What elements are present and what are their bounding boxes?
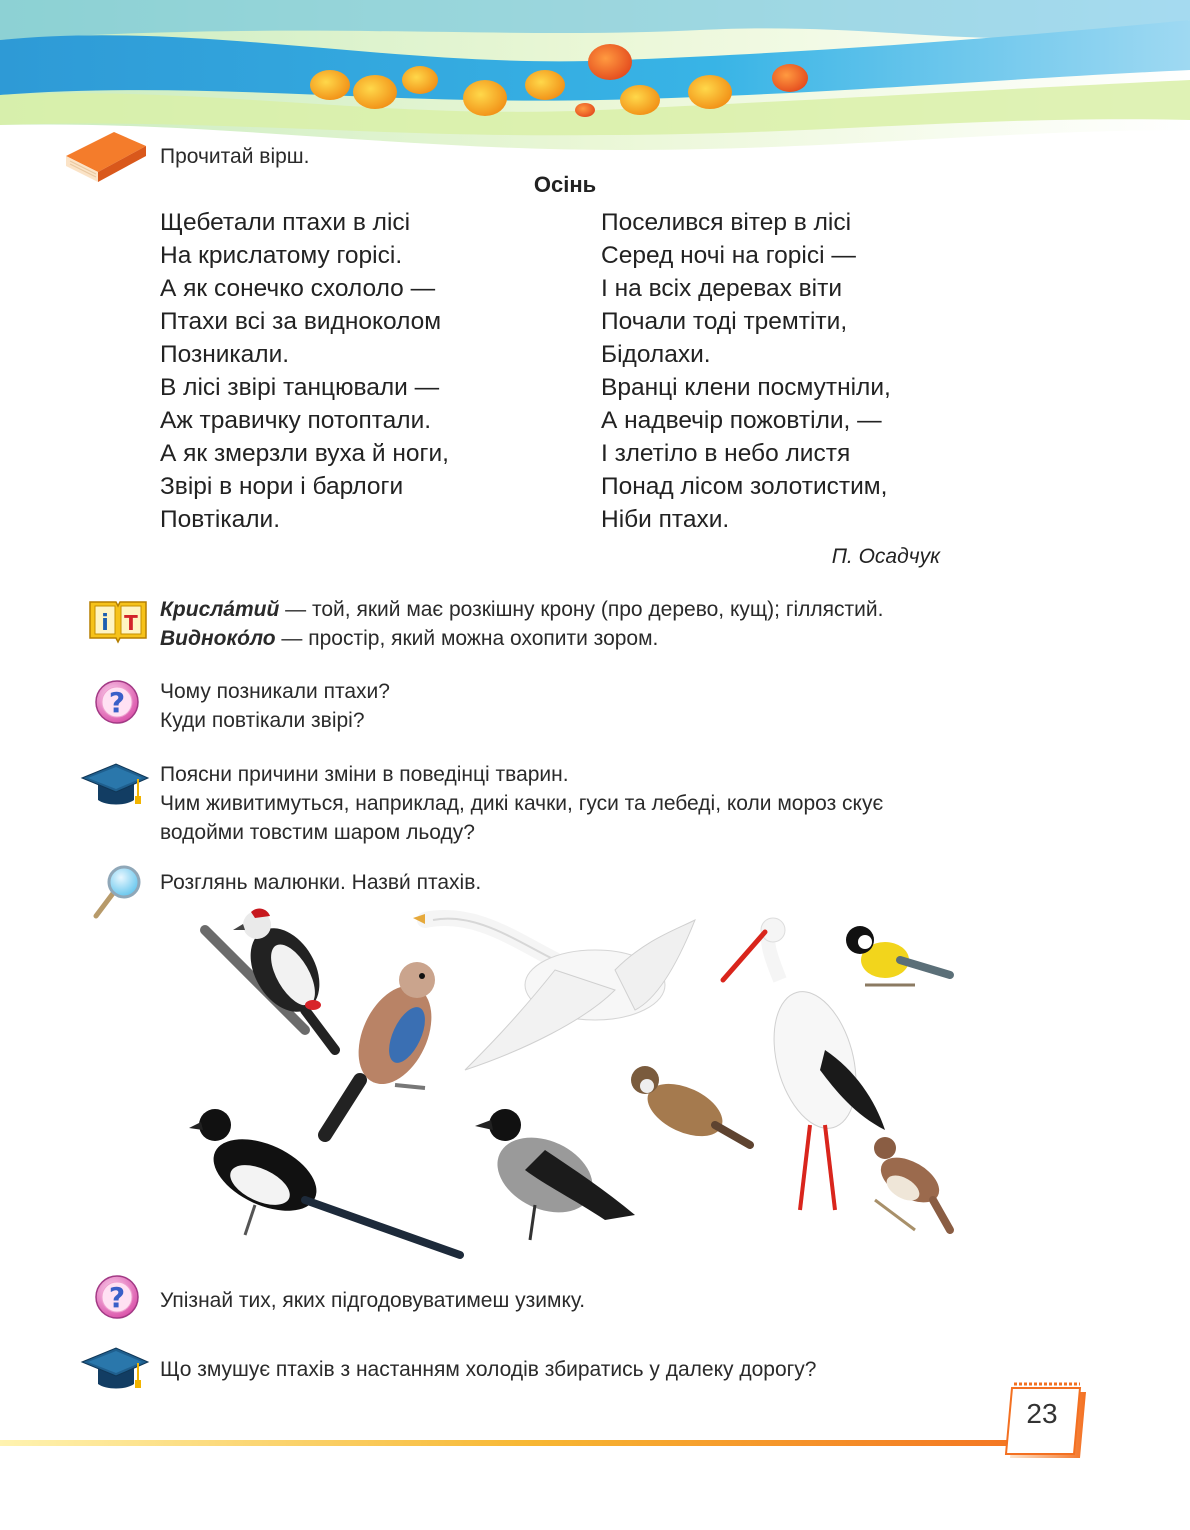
glossary-term: Крисла́тий: [160, 598, 280, 621]
glossary: [160, 595, 883, 653]
question-2: Упізнай тих, яких підгодовуватимеш узимку.: [160, 1289, 586, 1312]
poem-line: Звірі в нори і барлоги: [160, 473, 404, 500]
poem-line: Позникали.: [160, 341, 290, 368]
autumn-banner: [0, 0, 1190, 160]
poem-line: Бідолахи.: [601, 341, 711, 368]
poem-line: А як сонечко схололо —: [160, 275, 436, 302]
poem-line: А як змерзли вуха й ноги,: [160, 440, 449, 467]
book-icon: [62, 128, 150, 186]
question-icon: [94, 1274, 140, 1320]
graduation-cap-icon: [80, 1346, 150, 1392]
poem-line: В лісі звірі танцювали —: [160, 374, 440, 401]
poem-line: На крислатому горісі.: [160, 242, 403, 269]
think-2: Що змушує птахів з настанням холодів збиратись у далеку дорогу?: [160, 1358, 817, 1381]
woodpecker-illustration: [205, 909, 335, 1050]
think-line: Поясни причини зміни в поведінці тварин.: [160, 763, 569, 786]
info-term-icon: [88, 598, 148, 644]
svg-text:T: T: [124, 611, 138, 635]
magnifier-icon: [90, 862, 150, 920]
hooded-crow-illustration: [475, 1109, 635, 1240]
think-line: водойми товстим шаром льоду?: [160, 821, 475, 844]
svg-text:?: ?: [108, 686, 126, 719]
birds-illustration: [175, 900, 975, 1270]
poem-line: Ніби птахи.: [601, 506, 730, 533]
stork-illustration: [723, 918, 885, 1210]
questions-block-1: [160, 677, 390, 735]
question-icon: [94, 679, 140, 725]
glossary-term: Видноко́ло: [160, 627, 276, 650]
glossary-entry: [160, 595, 883, 624]
read-instruction: Прочитай вірш.: [160, 145, 310, 168]
swan-illustration: [413, 914, 695, 1070]
think-line: Чим живитимуться, наприклад, дикі качки, гуси та лебеді, коли мороз скує: [160, 792, 884, 815]
svg-text:?: ?: [108, 1281, 126, 1314]
poem-line: Понад лісом золотистим,: [601, 473, 888, 500]
glossary-entry: [160, 624, 883, 653]
look-task: Розглянь малюнки. Назви́ птахів.: [160, 871, 482, 894]
question-line: Чому позникали птахи?: [160, 680, 390, 703]
footer-rule: [0, 1440, 1060, 1446]
poem-line: Аж травичку потоптали.: [160, 407, 432, 434]
great-tit-illustration: [846, 926, 950, 985]
jay-illustration: [325, 962, 446, 1135]
poem-line: А надвечір пожовтіли, —: [601, 407, 882, 434]
poem-line: Щебетали птахи в лісі: [160, 209, 411, 236]
poem-author: П. Осадчук: [831, 545, 940, 568]
glossary-definition: — той, який має розкішну крону (про дерево, кущ); гіллястий.: [279, 598, 884, 621]
sparrow-illustration: [631, 1066, 750, 1147]
warbler-illustration: [873, 1137, 950, 1230]
think-block-1: [160, 760, 883, 847]
poem-line: І злетіло в небо листя: [601, 440, 851, 467]
poem-line: Птахи всі за видноколом: [160, 308, 442, 335]
graduation-cap-icon: [80, 762, 150, 808]
poem-title: Осінь: [533, 172, 597, 197]
poem-line: І на всіх деревах віти: [601, 275, 843, 302]
poem-right-column: [601, 206, 891, 536]
poem-line: Почали тоді тремтіти,: [601, 308, 848, 335]
poem-line: Вранці клени посмутніли,: [601, 374, 891, 401]
glossary-definition: — простір, який можна охопити зором.: [275, 627, 659, 650]
svg-text:i: i: [101, 611, 109, 636]
poem-line: Повтікали.: [160, 506, 281, 533]
question-line: Куди повтікали звірі?: [160, 709, 365, 732]
poem-line: Серед ночі на горісі —: [601, 242, 856, 269]
poem-left-column: [160, 206, 449, 536]
page-number-badge: [1000, 1378, 1090, 1460]
page-number: 23: [1026, 1398, 1058, 1429]
poem-line: Поселився вітер в лісі: [601, 209, 852, 236]
